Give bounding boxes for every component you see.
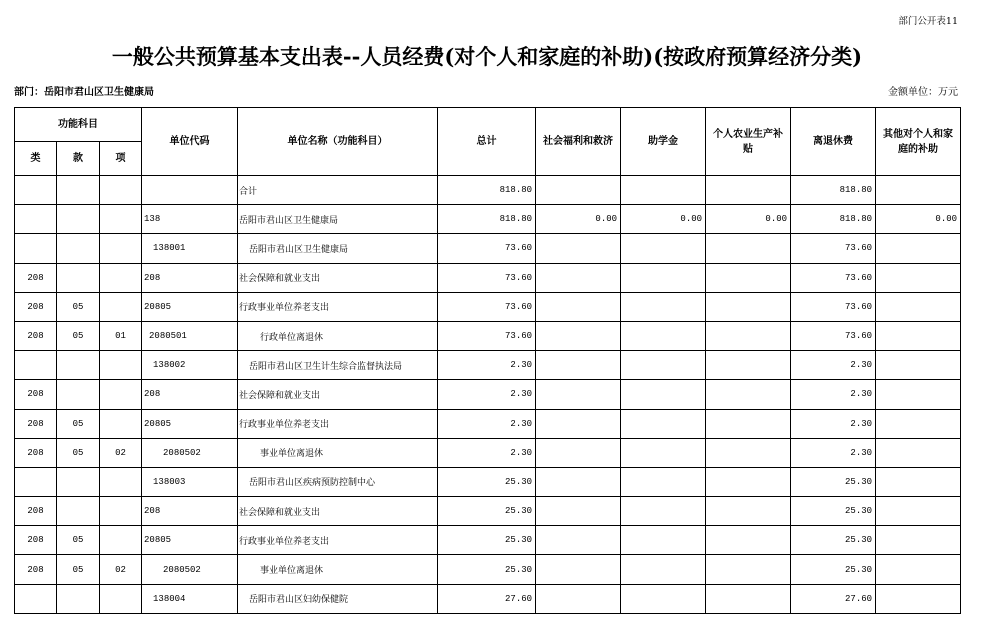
unit-name-cell: 行政单位离退休: [238, 321, 438, 350]
xiang-cell: [100, 380, 142, 409]
unit-name-cell: 岳阳市君山区卫生健康局: [238, 205, 438, 234]
other-subsidy-cell: [876, 409, 961, 438]
kuan-cell: 05: [57, 555, 100, 584]
retirement-cell: 25.30: [791, 555, 876, 584]
scholarship-cell: [621, 263, 706, 292]
header-xiang: 项: [100, 142, 142, 176]
unit-code-cell: 138001: [142, 234, 238, 263]
other-subsidy-cell: [876, 380, 961, 409]
scholarship-cell: [621, 526, 706, 555]
kuan-cell: [57, 263, 100, 292]
kuan-cell: [57, 467, 100, 496]
farm-subsidy-cell: [706, 526, 791, 555]
xiang-cell: [100, 234, 142, 263]
total-cell: 27.60: [438, 584, 536, 613]
lei-cell: [15, 467, 57, 496]
table-row: [15, 351, 961, 380]
budget-table: [14, 107, 961, 614]
total-cell: 25.30: [438, 526, 536, 555]
total-cell: 818.80: [438, 205, 536, 234]
farm-subsidy-cell: [706, 321, 791, 350]
xiang-cell: [100, 467, 142, 496]
lei-cell: [15, 176, 57, 205]
kuan-cell: 05: [57, 438, 100, 467]
social-welfare-cell: [536, 292, 621, 321]
scholarship-cell: [621, 351, 706, 380]
table-row: [15, 438, 961, 467]
header-func-subject: 功能科目: [15, 108, 142, 142]
form-number-label: 部门公开表11: [898, 16, 958, 27]
scholarship-cell: [621, 467, 706, 496]
unit-code-cell: 2080502: [142, 438, 238, 467]
other-subsidy-cell: 0.00: [876, 205, 961, 234]
xiang-cell: [100, 263, 142, 292]
unit-code-cell: 208: [142, 497, 238, 526]
kuan-cell: 05: [57, 321, 100, 350]
scholarship-cell: [621, 380, 706, 409]
farm-subsidy-cell: 0.00: [706, 205, 791, 234]
retirement-cell: 818.80: [791, 176, 876, 205]
scholarship-cell: [621, 292, 706, 321]
lei-cell: 208: [15, 263, 57, 292]
table-row: [15, 409, 961, 438]
header-other-subsidy: [876, 108, 961, 176]
header-unit-code: 单位代码: [142, 108, 238, 176]
retirement-cell: 73.60: [791, 263, 876, 292]
other-subsidy-cell: [876, 438, 961, 467]
retirement-cell: 25.30: [791, 497, 876, 526]
xiang-cell: [100, 497, 142, 526]
unit-name-cell: 社会保障和就业支出: [238, 497, 438, 526]
xiang-cell: 01: [100, 321, 142, 350]
social-welfare-cell: [536, 176, 621, 205]
total-cell: 73.60: [438, 292, 536, 321]
unit-name-cell: 事业单位离退休: [238, 438, 438, 467]
unit-name-cell: 行政事业单位养老支出: [238, 409, 438, 438]
unit-name-cell: 岳阳市君山区妇幼保健院: [238, 584, 438, 613]
xiang-cell: [100, 409, 142, 438]
farm-subsidy-cell: [706, 380, 791, 409]
unit-code-cell: 138002: [142, 351, 238, 380]
retirement-cell: 25.30: [791, 467, 876, 496]
other-subsidy-cell: [876, 176, 961, 205]
xiang-cell: 02: [100, 438, 142, 467]
header-social-welfare: [536, 108, 621, 176]
unit-code-cell: 20805: [142, 292, 238, 321]
total-cell: 73.60: [438, 234, 536, 263]
other-subsidy-cell: [876, 497, 961, 526]
header-retirement: 离退休费: [791, 108, 876, 176]
farm-subsidy-cell: [706, 263, 791, 292]
header-kuan: 款: [57, 142, 100, 176]
xiang-cell: [100, 526, 142, 555]
retirement-cell: 25.30: [791, 526, 876, 555]
xiang-cell: [100, 205, 142, 234]
table-row: [15, 234, 961, 263]
currency-unit-label: 金额单位：万元: [888, 87, 958, 98]
social-welfare-cell: [536, 234, 621, 263]
other-subsidy-cell: [876, 555, 961, 584]
unit-code-cell: 138: [142, 205, 238, 234]
header-row: [15, 108, 961, 142]
retirement-cell: 2.30: [791, 351, 876, 380]
header-total: 总计: [438, 108, 536, 176]
unit-code-cell: 138003: [142, 467, 238, 496]
header-lei: 类: [15, 142, 57, 176]
social-welfare-cell: [536, 321, 621, 350]
other-subsidy-cell: [876, 234, 961, 263]
table-header: [15, 108, 961, 176]
kuan-cell: 05: [57, 409, 100, 438]
scholarship-cell: [621, 438, 706, 467]
header-social-welfare-label: 社会福利和救济: [543, 136, 614, 147]
farm-subsidy-cell: [706, 497, 791, 526]
lei-cell: 208: [15, 409, 57, 438]
social-welfare-cell: [536, 409, 621, 438]
scholarship-cell: 0.00: [621, 205, 706, 234]
lei-cell: [15, 351, 57, 380]
header-scholarship: 助学金: [621, 108, 706, 176]
xiang-cell: [100, 176, 142, 205]
unit-name-cell: 行政事业单位养老支出: [238, 292, 438, 321]
farm-subsidy-cell: [706, 438, 791, 467]
retirement-cell: 73.60: [791, 292, 876, 321]
unit-code-cell: 2080501: [142, 321, 238, 350]
kuan-cell: [57, 351, 100, 380]
social-welfare-cell: [536, 438, 621, 467]
total-cell: 2.30: [438, 409, 536, 438]
header-farm-subsidy-label: 个人农业生产补贴: [713, 128, 784, 155]
retirement-cell: 2.30: [791, 409, 876, 438]
xiang-cell: [100, 351, 142, 380]
social-welfare-cell: [536, 526, 621, 555]
scholarship-cell: [621, 409, 706, 438]
header-farm-subsidy: [706, 108, 791, 176]
kuan-cell: 05: [57, 526, 100, 555]
unit-name-cell: 行政事业单位养老支出: [238, 526, 438, 555]
scholarship-cell: [621, 555, 706, 584]
social-welfare-cell: [536, 467, 621, 496]
farm-subsidy-cell: [706, 467, 791, 496]
department-label: 部门：岳阳市君山区卫生健康局: [14, 87, 154, 98]
farm-subsidy-cell: [706, 351, 791, 380]
lei-cell: 208: [15, 380, 57, 409]
unit-code-cell: 208: [142, 380, 238, 409]
social-welfare-cell: [536, 263, 621, 292]
farm-subsidy-cell: [706, 555, 791, 584]
total-cell: 2.30: [438, 380, 536, 409]
lei-cell: 208: [15, 438, 57, 467]
retirement-cell: 2.30: [791, 380, 876, 409]
social-welfare-cell: [536, 555, 621, 584]
total-cell: 818.80: [438, 176, 536, 205]
scholarship-cell: [621, 497, 706, 526]
other-subsidy-cell: [876, 292, 961, 321]
kuan-cell: [57, 205, 100, 234]
kuan-cell: [57, 176, 100, 205]
unit-name-cell: 社会保障和就业支出: [238, 380, 438, 409]
other-subsidy-cell: [876, 351, 961, 380]
lei-cell: [15, 234, 57, 263]
table-row: [15, 380, 961, 409]
retirement-cell: 73.60: [791, 234, 876, 263]
other-subsidy-cell: [876, 584, 961, 613]
retirement-cell: 818.80: [791, 205, 876, 234]
unit-code-cell: 2080502: [142, 555, 238, 584]
social-welfare-cell: [536, 351, 621, 380]
kuan-cell: [57, 380, 100, 409]
table-row: [15, 205, 961, 234]
social-welfare-cell: 0.00: [536, 205, 621, 234]
kuan-cell: [57, 234, 100, 263]
unit-name-cell: 岳阳市君山区卫生健康局: [238, 234, 438, 263]
lei-cell: 208: [15, 526, 57, 555]
total-cell: 25.30: [438, 467, 536, 496]
unit-name-cell: 合计: [238, 176, 438, 205]
other-subsidy-cell: [876, 263, 961, 292]
farm-subsidy-cell: [706, 584, 791, 613]
social-welfare-cell: [536, 584, 621, 613]
other-subsidy-cell: [876, 321, 961, 350]
other-subsidy-cell: [876, 526, 961, 555]
total-cell: 2.30: [438, 438, 536, 467]
scholarship-cell: [621, 584, 706, 613]
lei-cell: 208: [15, 555, 57, 584]
unit-name-cell: 岳阳市君山区疾病预防控制中心: [238, 467, 438, 496]
xiang-cell: 02: [100, 555, 142, 584]
unit-code-cell: [142, 176, 238, 205]
scholarship-cell: [621, 176, 706, 205]
total-cell: 25.30: [438, 497, 536, 526]
lei-cell: [15, 584, 57, 613]
table-row: [15, 584, 961, 613]
kuan-cell: [57, 584, 100, 613]
table-row: [15, 555, 961, 584]
retirement-cell: 2.30: [791, 438, 876, 467]
header-unit-name: 单位名称（功能科目）: [238, 108, 438, 176]
other-subsidy-cell: [876, 467, 961, 496]
table-row: [15, 321, 961, 350]
table-body: [15, 176, 961, 614]
scholarship-cell: [621, 234, 706, 263]
xiang-cell: [100, 584, 142, 613]
page-title: 一般公共预算基本支出表--人员经费(对个人和家庭的补助)(按政府预算经济分类): [111, 44, 863, 69]
kuan-cell: [57, 497, 100, 526]
table-row: [15, 526, 961, 555]
table-row: [15, 176, 961, 205]
header-other-subsidy-label: 其他对个人和家庭的补助: [883, 128, 954, 155]
lei-cell: 208: [15, 292, 57, 321]
lei-cell: 208: [15, 497, 57, 526]
social-welfare-cell: [536, 497, 621, 526]
retirement-cell: 27.60: [791, 584, 876, 613]
total-cell: 73.60: [438, 263, 536, 292]
lei-cell: 208: [15, 321, 57, 350]
lei-cell: [15, 205, 57, 234]
unit-code-cell: 138004: [142, 584, 238, 613]
unit-name-cell: 岳阳市君山区卫生计生综合监督执法局: [238, 351, 438, 380]
farm-subsidy-cell: [706, 409, 791, 438]
unit-code-cell: 208: [142, 263, 238, 292]
scholarship-cell: [621, 321, 706, 350]
table-row: [15, 497, 961, 526]
farm-subsidy-cell: [706, 234, 791, 263]
farm-subsidy-cell: [706, 176, 791, 205]
retirement-cell: 73.60: [791, 321, 876, 350]
social-welfare-cell: [536, 380, 621, 409]
unit-code-cell: 20805: [142, 409, 238, 438]
table-row: [15, 292, 961, 321]
total-cell: 73.60: [438, 321, 536, 350]
total-cell: 2.30: [438, 351, 536, 380]
unit-name-cell: 事业单位离退休: [238, 555, 438, 584]
farm-subsidy-cell: [706, 292, 791, 321]
table-row: [15, 467, 961, 496]
unit-code-cell: 20805: [142, 526, 238, 555]
unit-name-cell: 社会保障和就业支出: [238, 263, 438, 292]
table-row: [15, 263, 961, 292]
total-cell: 25.30: [438, 555, 536, 584]
kuan-cell: 05: [57, 292, 100, 321]
xiang-cell: [100, 292, 142, 321]
